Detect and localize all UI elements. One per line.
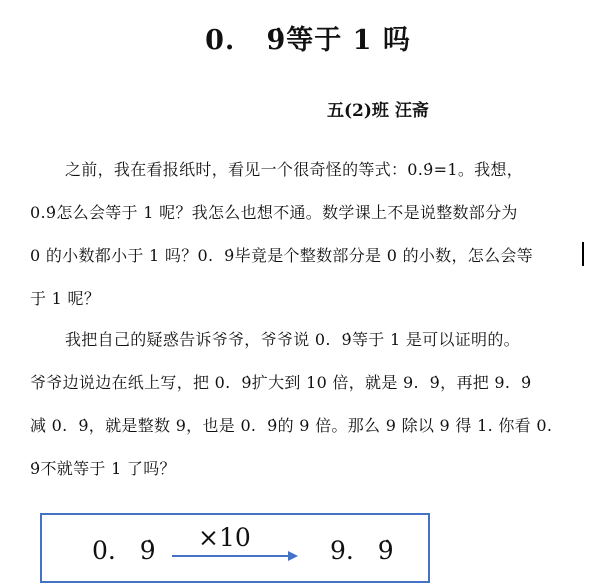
paragraph-line: 我把自己的疑惑告诉爷爷，爷爷说 0. 9̇等于 1 是可以证明的。 [65, 330, 520, 349]
paragraph-line: 0 的小数都小于 1 吗？0. 9̇毕竟是个整数部分是 0 的小数，怎么会等 [30, 246, 533, 265]
paragraph-line: 之前，我在看报纸时，看见一个很奇怪的等式：0.9̇=1。我想， [65, 160, 524, 179]
paragraph-line: 爷爷边说边在纸上写，把 0. 9̇扩大到 10 倍，就是 9. 9̇，再把 9. 9̇ [30, 373, 532, 392]
paragraph-line: 减 0. 9̇，就是整数 9，也是 0. 9̇的 9 倍。那么 9 除以 9 得 1. 你看 0. [30, 416, 553, 435]
right-arrow-icon [170, 548, 300, 564]
page-title: 0. 9̇等于 1 吗 [205, 25, 411, 56]
diagram-right-value: 9. 9̇ [330, 536, 394, 565]
diagram-multiplier: ×10 [198, 523, 251, 552]
author-line: 五(2)班 汪斋 [327, 101, 429, 121]
paragraph-line: 于 1 呢？ [30, 289, 101, 308]
text-cursor [582, 242, 584, 266]
paragraph-line: 9̇不就等于 1 了吗？ [30, 459, 176, 478]
diagram-left-value: 0. 9̇ [92, 536, 156, 565]
paragraph-line: 0.9̇怎么会等于 1 呢？我怎么也想不通。数学课上不是说整数部分为 [30, 203, 518, 222]
